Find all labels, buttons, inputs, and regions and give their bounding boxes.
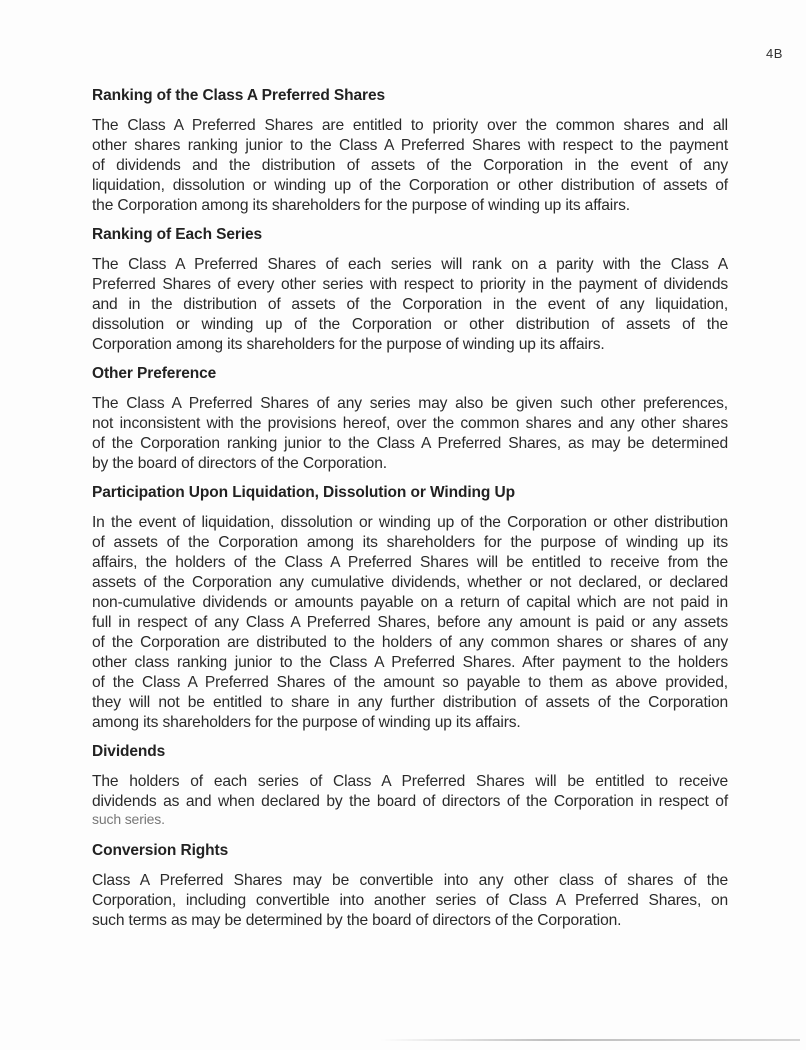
document-body	[92, 86, 728, 931]
section-heading: Conversion Rights	[92, 842, 229, 859]
section-heading: Ranking of the Class A Preferred Shares	[92, 87, 385, 104]
text-line: Class A Preferred Shares may be convertible into any other class of shares of the	[92, 872, 728, 889]
section-other-preference	[92, 364, 728, 474]
scan-artifact-line	[380, 1039, 800, 1041]
text-line: full in respect of any Class A Preferred Shares, before any amount is paid or any assets	[92, 614, 728, 631]
text-line: liquidation, dissolution or winding up of the Corporation or other distribution of assets of	[92, 177, 728, 194]
section-conversion-rights	[92, 841, 728, 931]
section-paragraph	[92, 255, 728, 355]
section-paragraph	[92, 513, 728, 733]
text-line: In the event of liquidation, dissolution or winding up of the Corporation or other distribution	[92, 514, 728, 531]
text-line: The holders of each series of Class A Preferred Shares will be entitled to receive	[92, 773, 728, 790]
text-line: by the board of directors of the Corporation.	[92, 455, 387, 472]
text-line: of assets of the Corporation among its shareholders for the purpose of winding up its	[92, 534, 728, 551]
page-number: 4B	[766, 46, 783, 61]
text-line: they will not be entitled to share in any further distribution of assets of the Corporation	[92, 694, 728, 711]
text-line: dividends as and when declared by the board of directors of the Corporation in respect of	[92, 793, 728, 810]
text-line: The Class A Preferred Shares are entitled to priority over the common shares and all	[92, 117, 728, 134]
text-line: The Class A Preferred Shares of each series will rank on a parity with the Class A	[92, 256, 728, 273]
text-line: such series.	[92, 812, 165, 826]
text-line: of dividends and the distribution of assets of the Corporation in the event of any	[92, 157, 728, 174]
text-line: Corporation, including convertible into another series of Class A Preferred Shares, on	[92, 892, 728, 909]
section-ranking-each-series	[92, 225, 728, 355]
text-line: assets of the Corporation any cumulative dividends, whether or not declared, or declared	[92, 574, 728, 591]
section-heading: Ranking of Each Series	[92, 226, 263, 243]
text-line: affairs, the holders of the Class A Preferred Shares will be entitled to receive from the	[92, 554, 728, 571]
text-line: dissolution or winding up of the Corporation or other distribution of assets of the	[92, 316, 728, 333]
section-paragraph	[92, 871, 728, 931]
text-line: other class ranking junior to the Class A Preferred Shares. After payment to the holders	[92, 654, 728, 671]
text-line: such terms as may be determined by the board of directors of the Corporation.	[92, 912, 622, 929]
section-heading: Participation Upon Liquidation, Dissolution or Winding Up	[92, 484, 515, 501]
text-line: of the Corporation are distributed to the holders of any common shares or shares of any	[92, 634, 728, 651]
section-paragraph	[92, 772, 728, 826]
text-line: the Corporation among its shareholders for the purpose of winding up its affairs.	[92, 197, 630, 214]
text-line: Corporation among its shareholders for the purpose of winding up its affairs.	[92, 336, 605, 353]
text-line: Preferred Shares of every other series with respect to priority in the payment of dividends	[92, 276, 728, 293]
text-line: among its shareholders for the purpose of winding up its affairs.	[92, 714, 521, 731]
text-line: The Class A Preferred Shares of any series may also be given such other preferences,	[92, 395, 728, 412]
section-ranking-class-a	[92, 86, 728, 216]
section-participation-liquidation	[92, 483, 728, 733]
text-line: non-cumulative dividends or amounts payable on a return of capital which are not paid in	[92, 594, 728, 611]
section-paragraph	[92, 116, 728, 216]
text-line: other shares ranking junior to the Class A Preferred Shares with respect to the payment	[92, 137, 728, 154]
text-line: and in the distribution of assets of the Corporation in the event of any liquidation,	[92, 296, 728, 313]
section-heading: Dividends	[92, 743, 166, 760]
text-line: of the Class A Preferred Shares of the amount so payable to them as above provided,	[92, 674, 728, 691]
text-line: not inconsistent with the provisions hereof, over the common shares and any other shares	[92, 415, 728, 432]
section-heading: Other Preference	[92, 365, 217, 382]
section-dividends	[92, 742, 728, 826]
section-paragraph	[92, 394, 728, 474]
text-line: of the Corporation ranking junior to the Class A Preferred Shares, as may be determined	[92, 435, 728, 452]
